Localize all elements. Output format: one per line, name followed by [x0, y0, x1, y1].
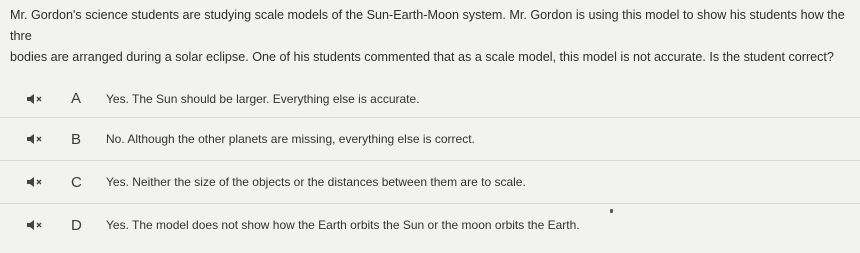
option-letter: B: [71, 130, 82, 148]
option-letter: A: [71, 90, 82, 107]
answer-option-a[interactable]: [0, 80, 860, 117]
answer-option-d[interactable]: [0, 203, 860, 246]
speaker-mute-icon[interactable]: [26, 176, 46, 188]
question-line-1: Mr. Gordon's science students are studying scale models of the Sun-Earth-Moon system. Mr. Gordon is using this model to show his students how the thre: [10, 8, 845, 43]
answer-options: [0, 80, 860, 246]
question-line-2: bodies are arranged during a solar eclipse. One of his students commented that as a scale model, this model is not accurate. Is the student correct?: [10, 50, 834, 64]
option-text: Yes. The model does not show how the Earth orbits the Sun or the moon orbits the Earth.: [106, 218, 580, 232]
answer-option-c[interactable]: [0, 160, 860, 203]
question-text: [10, 5, 855, 68]
speaker-mute-icon[interactable]: [26, 219, 46, 231]
option-letter: C: [71, 173, 82, 191]
option-text: Yes. The Sun should be larger. Everything else is accurate.: [106, 91, 420, 106]
speaker-mute-icon[interactable]: [26, 133, 46, 145]
stray-mark: [610, 209, 613, 213]
option-text: No. Although the other planets are missing, everything else is correct.: [106, 132, 475, 146]
option-text: Yes. Neither the size of the objects or the distances between them are to scale.: [106, 175, 526, 189]
speaker-mute-icon[interactable]: [26, 93, 46, 105]
answer-option-b[interactable]: [0, 117, 860, 160]
option-letter: D: [71, 216, 82, 234]
